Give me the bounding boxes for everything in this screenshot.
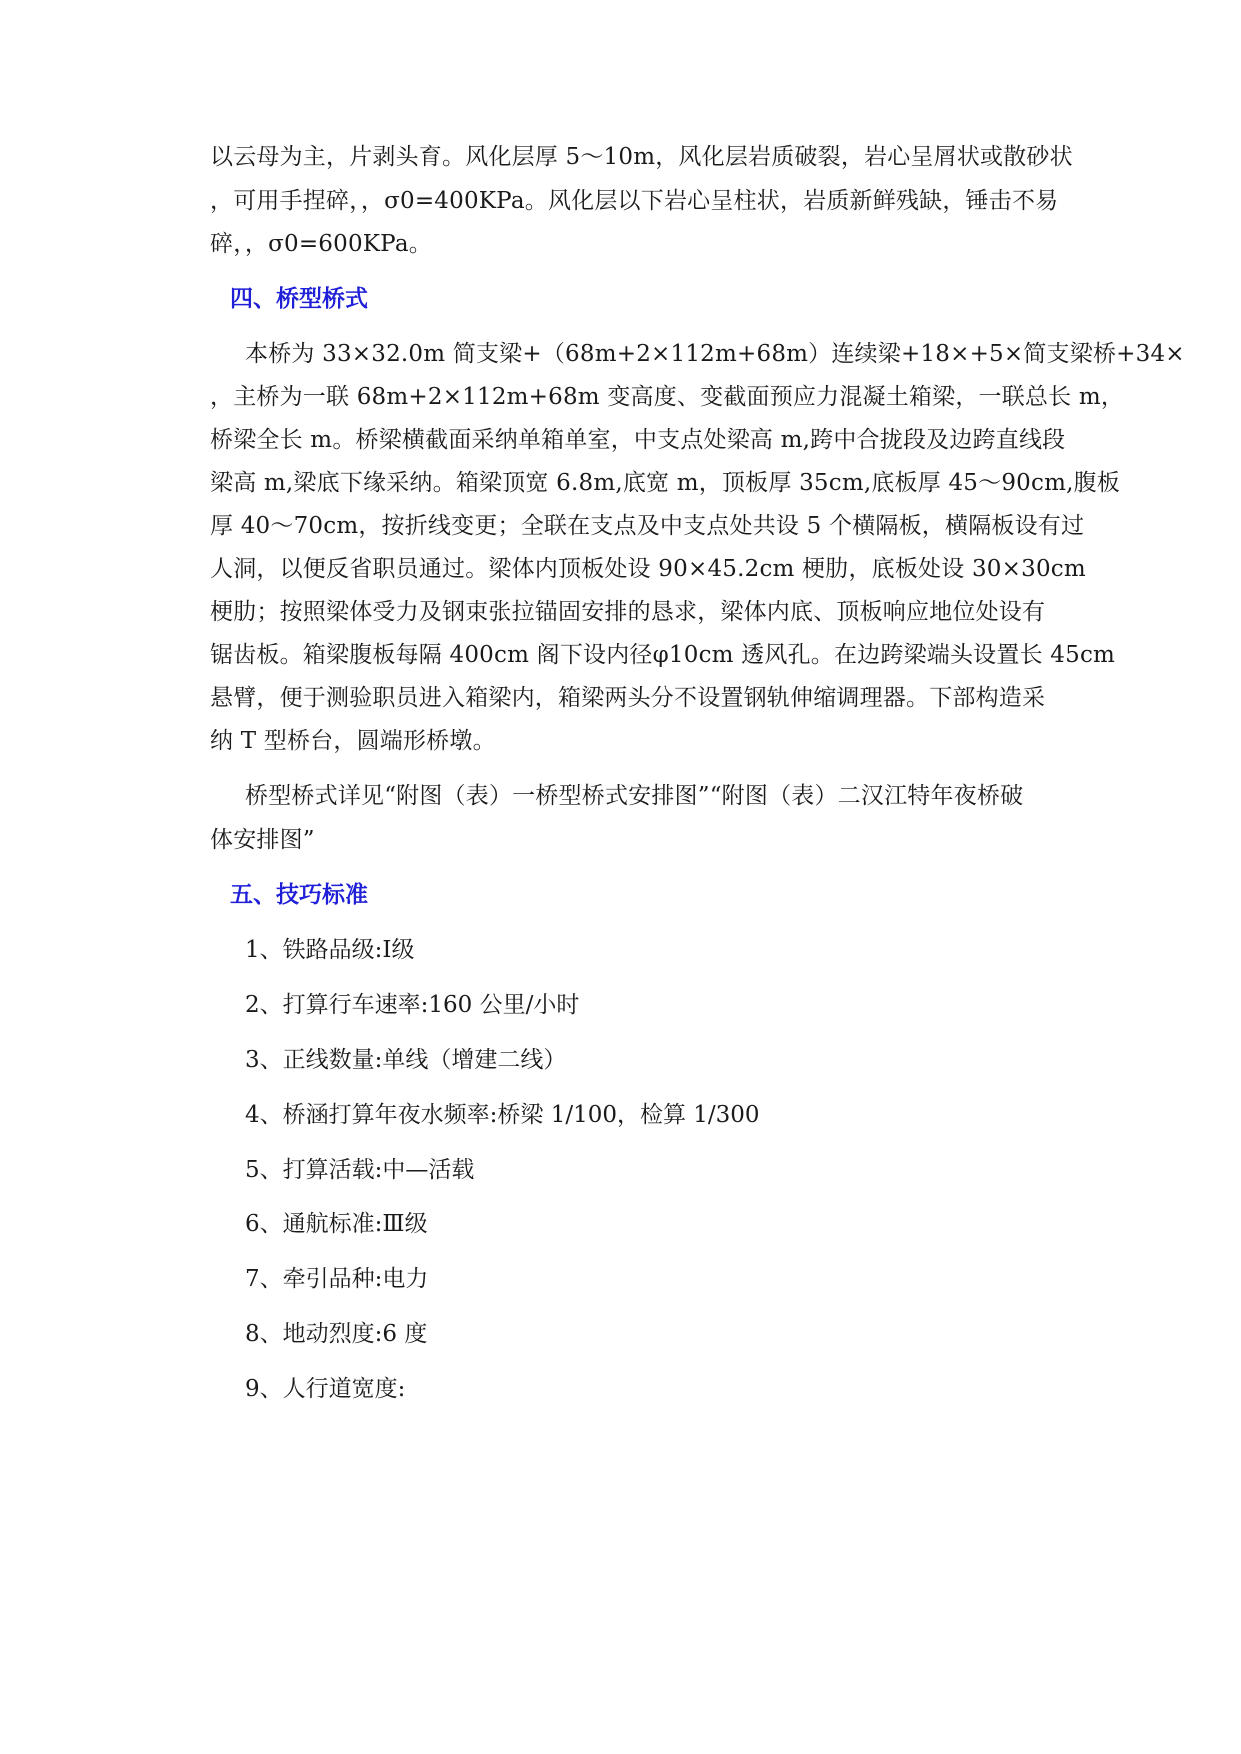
list-item: 1、铁路品级:Ⅰ级 (245, 937, 415, 963)
paragraph-line: 以云母为主，片剥头育。风化层厚 5～10m，风化层岩质破裂，岩心呈屑状或散砂状 (210, 144, 1073, 170)
paragraph-line: 本桥为 33×32.0m 简支梁+（68m+2×112m+68m）连续梁+18×+5×简支梁桥+34× (245, 341, 1185, 367)
paragraph-line: 人洞，以便反省职员通过。梁体内顶板处设 90×45.2cm 梗肋，底板处设 30×30cm (210, 556, 1086, 582)
paragraph-line: 悬臂，便于测验职员进入箱梁内，箱梁两头分不设置钢轨伸缩调理器。下部构造采 (210, 685, 1046, 711)
paragraph-line: ，主桥为一联 68m+2×112m+68m 变高度、变截面预应力混凝土箱梁，一联总长 m， (210, 384, 1125, 410)
section-heading-5: 五、技巧标准 (230, 882, 368, 908)
list-item: 8、地动烈度:6 度 (245, 1321, 428, 1347)
list-item: 7、牵引品种:电力 (245, 1266, 429, 1292)
paragraph-line: 厚 40～70cm，按折线变更；全联在支点及中支点处共设 5 个横隔板，横隔板设有过 (210, 513, 1085, 539)
list-item: 2、打算行车速率:160 公里/小时 (245, 992, 580, 1018)
list-item: 9、人行道宽度: (245, 1376, 406, 1402)
paragraph-line: ，可用手捏碎，，σ0=400KPa。风化层以下岩心呈柱状，岩质新鲜残缺，锤击不易 (210, 188, 1059, 214)
section-heading-4: 四、桥型桥式 (230, 286, 368, 312)
paragraph-line: 桥梁全长 m。桥梁横截面采纳单箱单室，中支点处梁高 m,跨中合拢段及边跨直线段 (210, 427, 1066, 453)
list-item: 4、桥涵打算年夜水频率:桥梁 1/100，检算 1/300 (245, 1102, 760, 1128)
list-item: 6、通航标准:Ⅲ级 (245, 1211, 428, 1237)
paragraph-line: 梗肋；按照梁体受力及钢束张拉锚固安排的恳求，梁体内底、顶板响应地位处设有 (210, 599, 1046, 625)
paragraph-line: 碎，，σ0=600KPa。 (210, 231, 432, 257)
paragraph-line: 体安排图” (210, 827, 315, 853)
paragraph-line: 梁高 m,梁底下缘采纳。箱梁顶宽 6.8m,底宽 m，顶板厚 35cm,底板厚 45～90cm,腹板 (210, 470, 1120, 496)
paragraph-line: 纳 T 型桥台，圆端形桥墩。 (210, 728, 496, 754)
list-item: 3、正线数量:单线（增建二线） (245, 1047, 567, 1073)
paragraph-line: 锯齿板。箱梁腹板每隔 400cm 阁下设内径φ10cm 透风孔。在边跨梁端头设置长 45cm (210, 642, 1116, 668)
list-item: 5、打算活载:中—活载 (245, 1157, 475, 1183)
paragraph-line: 桥型桥式详见“附图（表）一桥型桥式安排图”“附图（表）二汉江特年夜桥破 (245, 783, 1024, 809)
